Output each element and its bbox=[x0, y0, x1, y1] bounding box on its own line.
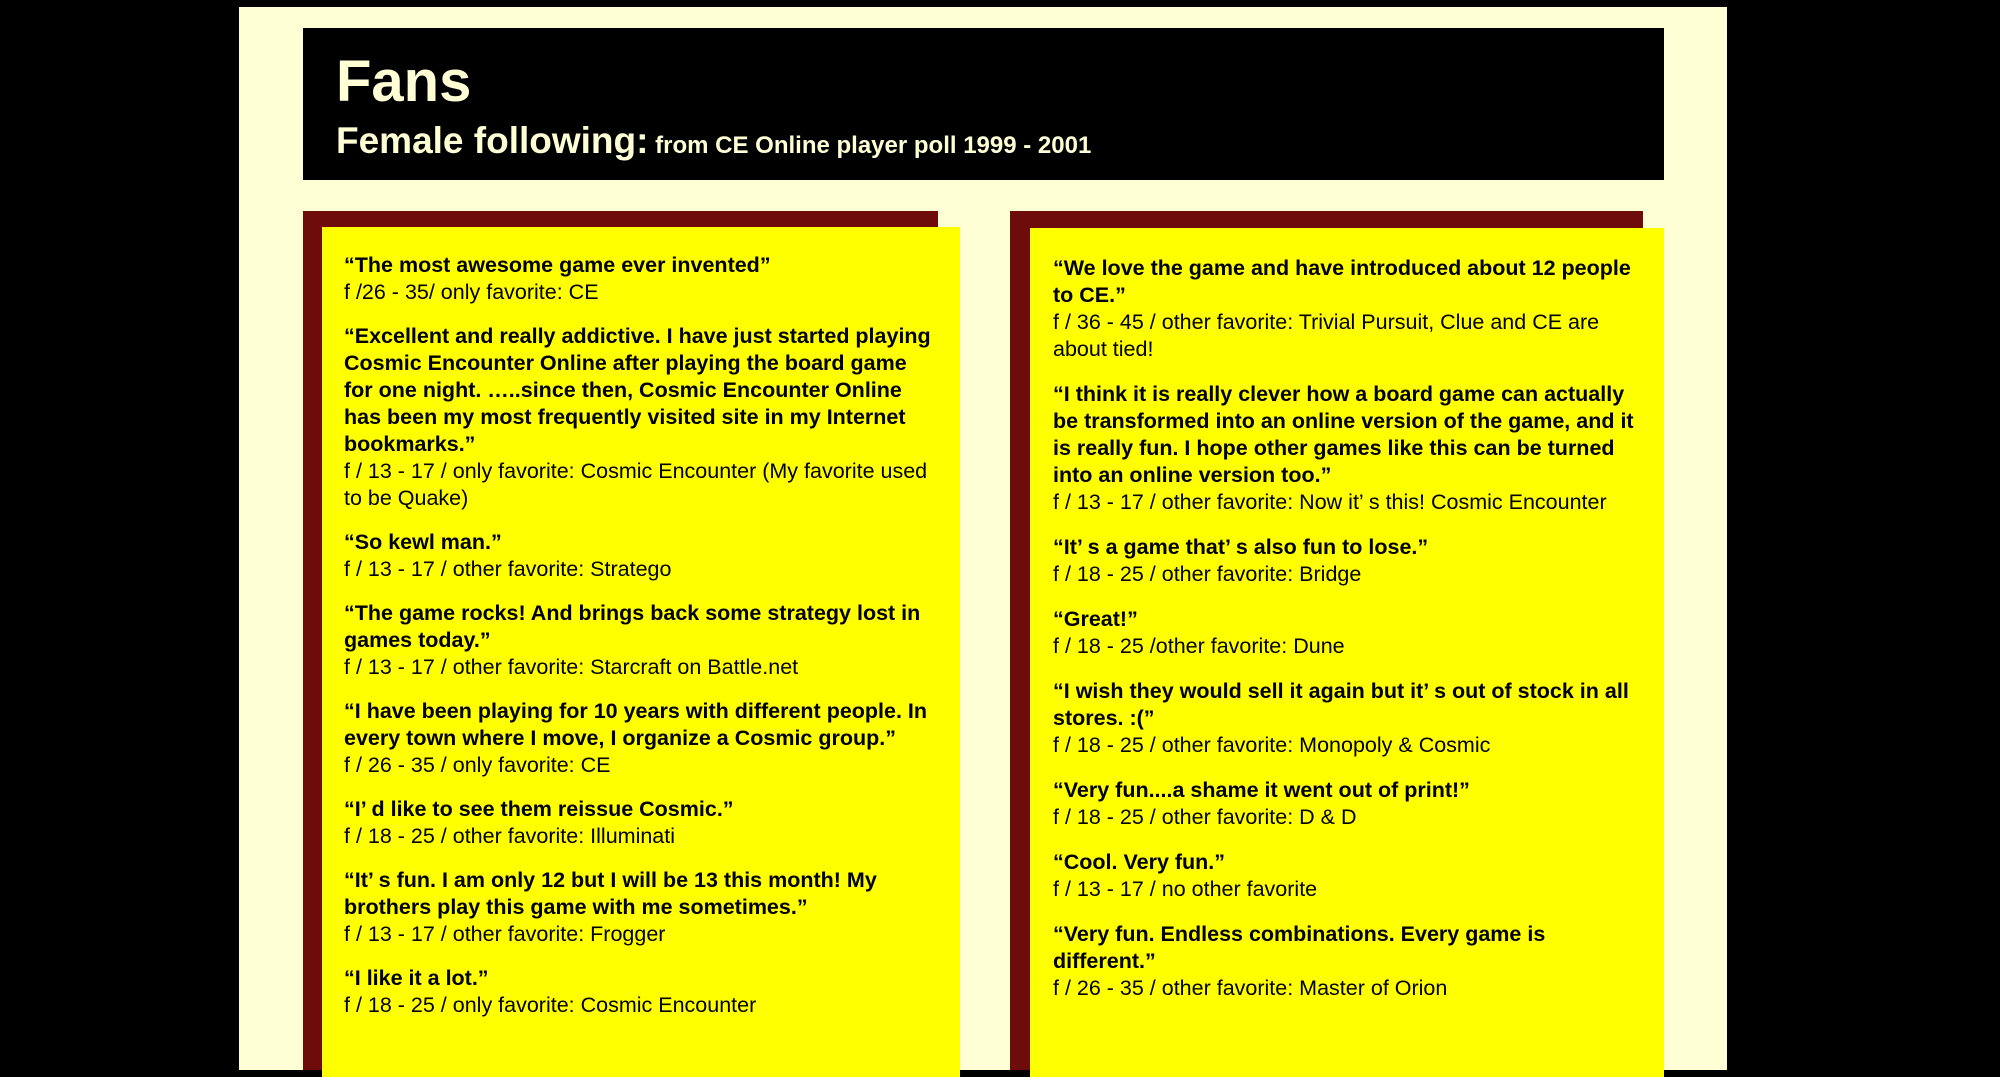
quote-entry bbox=[344, 796, 940, 850]
quote-entry bbox=[344, 698, 940, 779]
quote-entry bbox=[1053, 921, 1644, 1002]
quote-attribution: f / 18 - 25 / other favorite: Monopoly & Cosmic bbox=[1053, 733, 1491, 757]
quote-text: “I have been playing for 10 years with different people. In every town where I move, I organize a Cosmic group.” bbox=[344, 699, 928, 750]
quote-attribution: f / 18 - 25 / only favorite: Cosmic Encounter bbox=[344, 993, 757, 1017]
quote-entry bbox=[344, 323, 940, 512]
quote-text: “So kewl man.” bbox=[344, 530, 502, 554]
quote-text: “The game rocks! And brings back some strategy lost in games today.” bbox=[344, 601, 921, 652]
slide bbox=[239, 7, 1727, 1070]
quote-attribution: f / 18 - 25 / other favorite: Bridge bbox=[1053, 562, 1362, 586]
quote-text: “Excellent and really addictive. I have just started playing Cosmic Encounter Online after playing the board game for one night. …..since then, Cosmic Encounter Online has been my most frequently visited site in my Internet bookmarks.” bbox=[344, 324, 931, 456]
quote-entry bbox=[1053, 381, 1644, 516]
quote-entry bbox=[1053, 849, 1644, 903]
quote-attribution: f / 13 - 17 / other favorite: Now it’ s this! Cosmic Encounter bbox=[1053, 490, 1607, 514]
quote-entry bbox=[344, 965, 940, 1019]
quote-entry bbox=[1053, 534, 1644, 588]
quote-attribution: f / 18 - 25 / other favorite: Illuminati bbox=[344, 824, 676, 848]
quote-attribution: f / 13 - 17 / other favorite: Frogger bbox=[344, 922, 666, 946]
quote-attribution: f / 13 - 17 / only favorite: Cosmic Encounter (My favorite used to be Quake) bbox=[344, 459, 928, 510]
quote-attribution: f / 18 - 25 / other favorite: D & D bbox=[1053, 805, 1357, 829]
quote-attribution: f / 13 - 17 / other favorite: Stratego bbox=[344, 557, 672, 581]
quote-attribution: f / 13 - 17 / no other favorite bbox=[1053, 877, 1318, 901]
quote-attribution: f / 26 - 35 / only favorite: CE bbox=[344, 753, 611, 777]
quote-text: “Great!” bbox=[1053, 607, 1138, 631]
quote-text: “I think it is really clever how a board game can actually be transformed into an online version of the game, and it is really fun. I hope other games like this can be turned into an online version too.” bbox=[1053, 382, 1634, 487]
quote-text: “I like it a lot.” bbox=[344, 966, 489, 990]
left-quotes-card bbox=[322, 227, 960, 1077]
quote-text: “I wish they would sell it again but it’ s out of stock in all stores. :(” bbox=[1053, 679, 1629, 730]
quote-text: “Very fun. Endless combinations. Every game is different.” bbox=[1053, 922, 1546, 973]
quote-entry bbox=[344, 252, 940, 306]
quote-attribution: f / 26 - 35 / other favorite: Master of Orion bbox=[1053, 976, 1448, 1000]
quote-entry bbox=[344, 600, 940, 681]
quote-attribution: f / 36 - 45 / other favorite: Trivial Pursuit, Clue and CE are about tied! bbox=[1053, 310, 1600, 361]
quote-text: “It’ s fun. I am only 12 but I will be 13 this month! My brothers play this game with me sometimes.” bbox=[344, 868, 877, 919]
quote-entry bbox=[344, 867, 940, 948]
quote-text: “Very fun....a shame it went out of print!” bbox=[1053, 778, 1470, 802]
right-quotes-card bbox=[1030, 228, 1664, 1077]
quote-attribution: f / 13 - 17 / other favorite: Starcraft on Battle.net bbox=[344, 655, 799, 679]
subtitle-main: Female following: bbox=[336, 120, 649, 161]
quote-entry bbox=[1053, 678, 1644, 759]
header-bar bbox=[303, 28, 1664, 180]
quote-text: “I’ d like to see them reissue Cosmic.” bbox=[344, 797, 734, 821]
quote-text: “Cool. Very fun.” bbox=[1053, 850, 1226, 874]
quote-attribution: f / 18 - 25 /other favorite: Dune bbox=[1053, 634, 1345, 658]
quote-entry bbox=[1053, 606, 1644, 660]
quote-text: “We love the game and have introduced about 12 people to CE.” bbox=[1053, 256, 1631, 307]
page-title: Fans bbox=[336, 49, 472, 114]
quote-attribution: f /26 - 35/ only favorite: CE bbox=[344, 280, 599, 304]
subtitle bbox=[336, 119, 1091, 163]
quote-entry bbox=[1053, 255, 1644, 363]
quote-entry bbox=[344, 529, 940, 583]
quote-text: “The most awesome game ever invented” bbox=[344, 253, 771, 277]
quote-text: “It’ s a game that’ s also fun to lose.” bbox=[1053, 535, 1429, 559]
subtitle-note: from CE Online player poll 1999 - 2001 bbox=[655, 132, 1092, 159]
quote-entry bbox=[1053, 777, 1644, 831]
